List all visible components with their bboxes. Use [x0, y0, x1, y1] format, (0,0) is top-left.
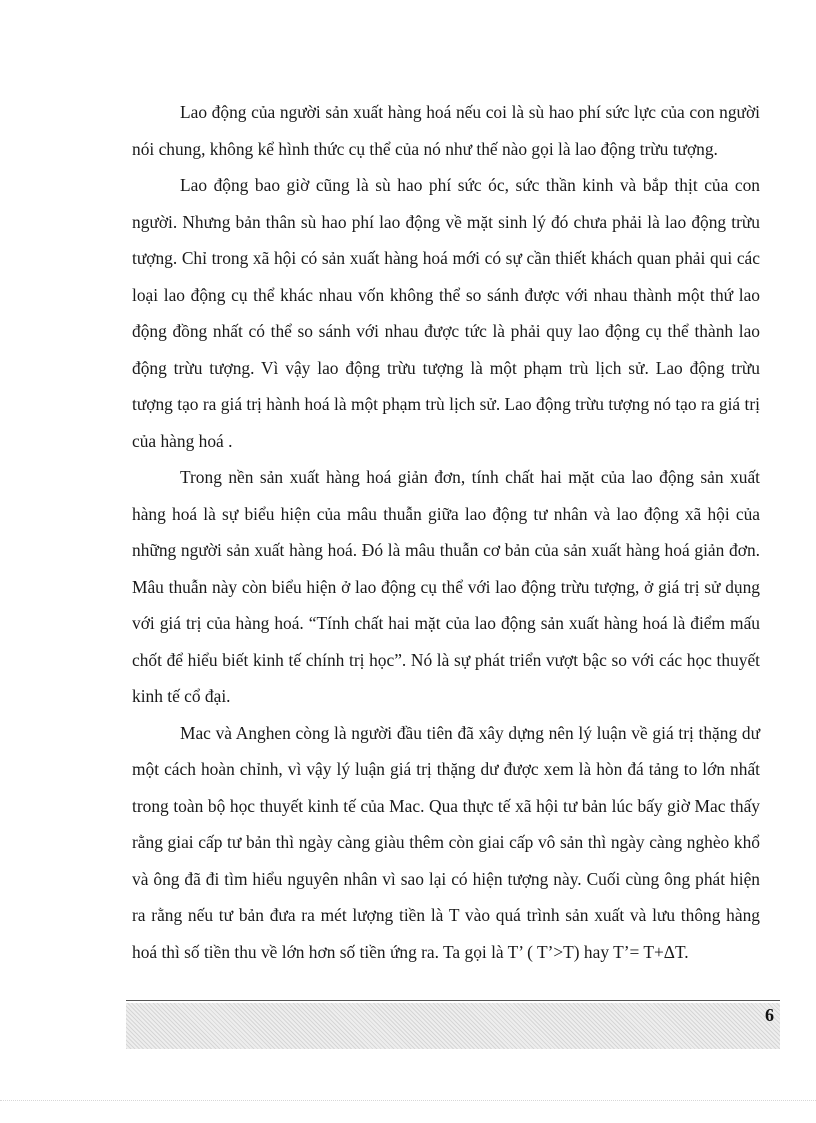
- page-footer: [126, 1003, 780, 1049]
- paragraph-abstract-labor-definition: Lao động của người sản xuất hàng hoá nếu coi là sù hao phí sức lực của con người nói chung, không kể hình thức cụ thể của nó như thế nào gọi là lao động trừu tượng.: [132, 102, 760, 159]
- paragraph-abstract-labor-history: Lao động bao giờ cũng là sù hao phí sức óc, sức thần kinh và bắp thịt của con người. Nhưng bản thân sù hao phí lao động về mặt sinh lý đó chưa phải là lao động trừu tượng. Chỉ trong xã hội có sản xuất hàng hoá mới có sự cần thiết khách quan phải qui các loại lao động cụ thể khác nhau vốn không thể so sánh được với nhau thành một thứ lao động đồng nhất có thể so sánh với nhau được tức là phải quy lao động cụ thể thành lao động trừu tượng. Vì vậy lao động trừu tượng là một phạm trù lịch sử. Lao động trừu tượng tạo ra giá trị hành hoá là một phạm trù lịch sử. Lao động trừu tượng nó tạo ra giá trị của hàng hoá .: [132, 175, 760, 451]
- paragraph-surplus-value: Mac và Anghen còng là người đầu tiên đã xây dựng nên lý luận về giá trị thặng dư một cách hoàn chỉnh, vì vậy lý luận giá trị thặng dư được xem là hòn đá tảng to lớn nhất trong toàn bộ học thuyết kinh tế của Mac. Qua thực tế xã hội tư bản lúc bấy giờ Mac thấy rằng giai cấp tư bản thì ngày càng giàu thêm còn giai cấp vô sản thì ngày càng nghèo khổ và ông đã đi tìm hiểu nguyên nhân vì sao lại có hiện tượng này. Cuối cùng ông phát hiện ra rằng nếu tư bản đưa ra mét lượng tiền là T vào quá trình sản xuất và lưu thông hàng hoá thì số tiền thu về lớn hơn số tiền ứng ra. Ta gọi là T’ ( T’>T) hay T’= T+ΔT.: [132, 722, 760, 962]
- footer-divider: [126, 1000, 780, 1001]
- document-body: [132, 94, 760, 970]
- page-number: 6: [765, 1005, 774, 1025]
- paragraph-contradiction: Trong nền sản xuất hàng hoá giản đơn, tính chất hai mặt của lao động sản xuất hàng hoá là sự biểu hiện của mâu thuẫn giữa lao động tư nhân và lao động xã hội của những người sản xuất hàng hoá. Đó là mâu thuẫn cơ bản của sản xuất hàng hoá giản đơn. Mâu thuẫn này còn biểu hiện ở lao động cụ thể với lao động trừu tượng, ở giá trị sử dụng với giá trị của hàng hoá. “Tính chất hai mặt của lao động sản xuất hàng hoá là điểm mấu chốt để hiểu biết kinh tế chính trị học”. Nó là sự phát triển vượt bậc so với các học thuyết kinh tế cổ đại.: [132, 467, 760, 706]
- page-bottom-guide: [0, 1100, 816, 1101]
